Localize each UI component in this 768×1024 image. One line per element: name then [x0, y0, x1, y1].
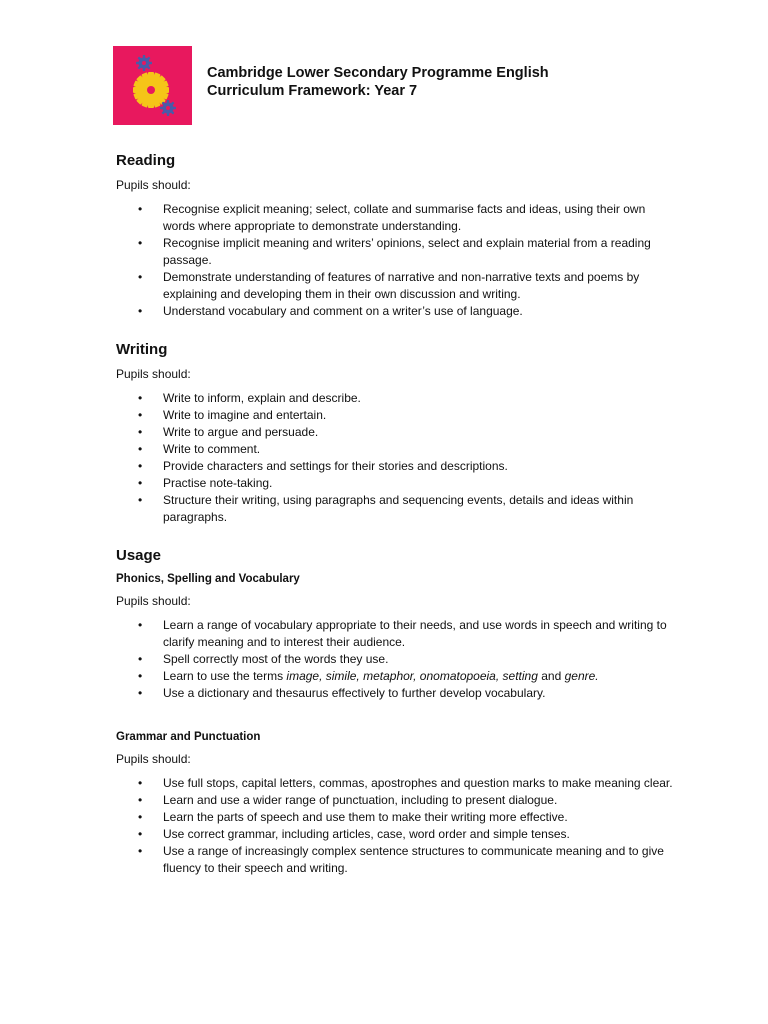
- bullet-icon: •: [138, 391, 143, 405]
- bullet-icon: •: [138, 827, 143, 841]
- list-item: [116, 668, 676, 685]
- phonics-spelling-vocabulary-heading: Phonics, Spelling and Vocabulary: [116, 573, 300, 585]
- list-item-text: Demonstrate understanding of features of narrative and non-narrative texts and poems by explaining and developing them in their own discussion and writing.: [163, 270, 640, 301]
- bullet-icon: •: [138, 652, 143, 666]
- list-item-text: Use full stops, capital letters, commas, apostrophes and question marks to make meaning clear.: [163, 776, 673, 790]
- phonics-intro: Pupils should:: [116, 594, 191, 608]
- list-item-text: Recognise explicit meaning; select, collate and summarise facts and ideas, using their own words where appropriate to demonstrate understanding.: [163, 202, 646, 233]
- bullet-icon: •: [138, 844, 143, 858]
- list-item-text: Write to inform, explain and describe.: [163, 391, 361, 405]
- reading-list: [116, 201, 676, 320]
- writing-list: [116, 390, 676, 526]
- terms-item-prefix: Learn to use the terms: [163, 669, 287, 683]
- usage-heading: Usage: [116, 547, 162, 564]
- bullet-icon: •: [138, 304, 143, 318]
- list-item-text: Spell correctly most of the words they use.: [163, 652, 389, 666]
- list-item: [116, 424, 676, 441]
- document-title-line-2: Curriculum Framework: Year 7: [207, 83, 418, 99]
- list-item: [116, 651, 676, 668]
- list-item: [116, 303, 676, 320]
- document-body: [116, 151, 676, 877]
- list-item: [116, 617, 676, 651]
- gears-logo-icon: [113, 46, 192, 125]
- list-item-text: Write to comment.: [163, 442, 261, 456]
- grammar-intro: Pupils should:: [116, 752, 191, 766]
- list-item: [116, 685, 676, 702]
- list-item-text: Use a range of increasingly complex sentence structures to communicate meaning and to give fluency to their speech and writing.: [163, 844, 664, 875]
- list-item: [116, 809, 676, 826]
- bullet-icon: •: [138, 476, 143, 490]
- grammar-punctuation-heading: Grammar and Punctuation: [116, 731, 261, 743]
- terms-item-joiner: and: [537, 669, 565, 683]
- list-item-text: [163, 669, 599, 683]
- list-item: [116, 407, 676, 424]
- bullet-icon: •: [138, 442, 143, 456]
- writing-heading: Writing: [116, 341, 168, 358]
- list-item: [116, 826, 676, 843]
- bullet-icon: •: [138, 793, 143, 807]
- list-item-text: Structure their writing, using paragraphs and sequencing events, details and ideas within paragraphs.: [163, 493, 634, 524]
- bullet-icon: •: [138, 669, 143, 683]
- list-item: [116, 390, 676, 407]
- document-title-line-1: Cambridge Lower Secondary Programme English: [207, 65, 549, 81]
- list-item: [116, 475, 676, 492]
- list-item-text: Learn and use a wider range of punctuation, including to present dialogue.: [163, 793, 558, 807]
- list-item: [116, 492, 676, 526]
- bullet-icon: •: [138, 408, 143, 422]
- reading-intro: Pupils should:: [116, 178, 191, 192]
- list-item-text: Practise note-taking.: [163, 476, 273, 490]
- bullet-icon: •: [138, 686, 143, 700]
- list-item-text: Learn a range of vocabulary appropriate to their needs, and use words in speech and writing to clarify meaning and to interest their audience.: [163, 618, 667, 649]
- list-item: [116, 458, 676, 475]
- list-item-text: Learn the parts of speech and use them to make their writing more effective.: [163, 810, 568, 824]
- phonics-list: [116, 617, 676, 702]
- bullet-icon: •: [138, 270, 143, 284]
- bullet-icon: •: [138, 810, 143, 824]
- list-item-text: Recognise implicit meaning and writers’ opinions, select and explain material from a reading passage.: [163, 236, 651, 267]
- list-item: [116, 201, 676, 235]
- list-item-text: Write to imagine and entertain.: [163, 408, 327, 422]
- list-item: [116, 269, 676, 303]
- bullet-icon: •: [138, 776, 143, 790]
- terms-item-last-term: genre.: [564, 669, 599, 683]
- bullet-icon: •: [138, 202, 143, 216]
- list-item-text: Understand vocabulary and comment on a writer’s use of language.: [163, 304, 523, 318]
- bullet-icon: •: [138, 236, 143, 250]
- bullet-icon: •: [138, 493, 143, 507]
- list-item-text: Write to argue and persuade.: [163, 425, 319, 439]
- bullet-icon: •: [138, 618, 143, 632]
- list-item: [116, 843, 676, 877]
- small-gear-top-icon: [136, 55, 152, 71]
- bullet-icon: •: [138, 425, 143, 439]
- list-item: [116, 441, 676, 458]
- writing-intro: Pupils should:: [116, 367, 191, 381]
- list-item: [116, 775, 676, 792]
- grammar-list: [116, 775, 676, 877]
- list-item-text: Use correct grammar, including articles, case, word order and simple tenses.: [163, 827, 570, 841]
- reading-heading: Reading: [116, 152, 176, 169]
- small-gear-bottom-icon: [160, 100, 176, 116]
- bullet-icon: •: [138, 459, 143, 473]
- list-item: [116, 792, 676, 809]
- list-item-text: Provide characters and settings for their stories and descriptions.: [163, 459, 508, 473]
- list-item-text: Use a dictionary and thesaurus effectively to further develop vocabulary.: [163, 686, 546, 700]
- terms-item-terms: image, simile, metaphor, onomatopoeia, setting: [286, 669, 538, 683]
- list-item: [116, 235, 676, 269]
- document-title: [207, 64, 549, 100]
